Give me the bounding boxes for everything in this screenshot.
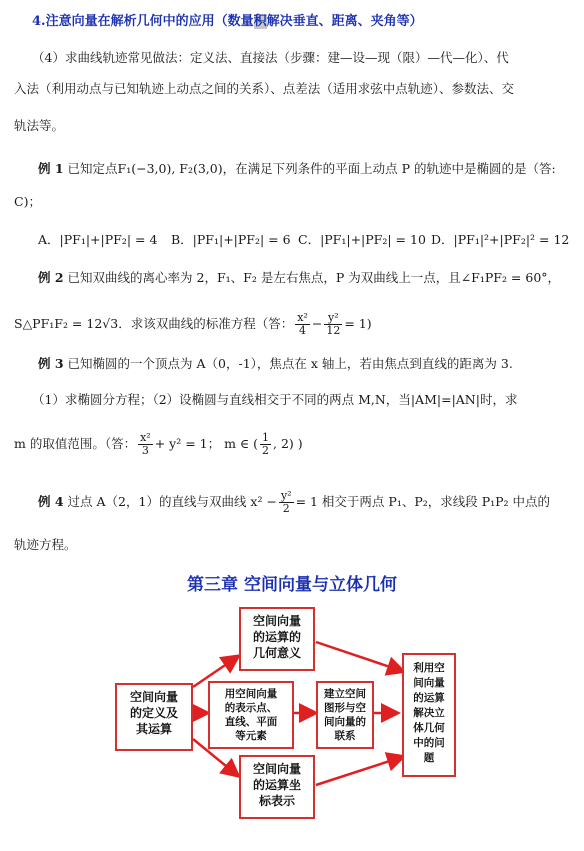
- para4-line3: 轨法等。: [14, 118, 65, 133]
- chapter-title: 第三章 空间向量与立体几何: [187, 575, 397, 595]
- option-a: A．|PF₁|+|PF₂| = 4: [38, 232, 158, 247]
- example-3-answer-mid: + y² = 1； m ∈ (: [154, 436, 258, 451]
- frac-x2-over-4: $\frac{\text{x²}}{4}$: [297, 311, 308, 337]
- option-c: C．|PF₁|+|PF₂| = 10: [298, 232, 426, 247]
- box-represent-elements: 用空间向量 的表示点、 直线、平面 等元素: [208, 681, 294, 749]
- box-geometric-meaning: 空间向量 的运算的 几何意义: [239, 607, 315, 671]
- box-establish-connection: 建立空间 图形与空 间向量的 联系: [316, 681, 374, 749]
- example-3-answer-end: , 2) ): [273, 436, 303, 451]
- example-4-label: 例 4: [38, 494, 64, 509]
- example-4-line2: 轨迹方程。: [14, 537, 77, 552]
- heading-prefix: 4.注意向量在解析几何中的应用（数量: [32, 14, 254, 29]
- example-2-area: S△PF₁F₂ = 12√3: [14, 316, 119, 331]
- example-1: [38, 161, 584, 177]
- arrow-coords-to-solve: [316, 757, 402, 785]
- example-3-text: 已知椭圆的一个顶点为 A（0，-1），焦点在 x 轴上，若由焦点到直线的距离为 3.: [67, 356, 513, 371]
- frac-y2-over-12: $\frac{\text{y²}}{12}$: [326, 311, 341, 337]
- frac-1-over-2: $\frac{1}{2}$: [262, 431, 269, 457]
- heading-suffix: 解决垂直、距离、夹角等）: [266, 14, 423, 29]
- example-3-line2: （1）求椭圆分方程；（2）设椭圆与直线相交于不同的两点 M,N，当|AM|=|AN|时，求: [32, 392, 518, 407]
- frac-x2-over-3: $\frac{\text{x²}}{3}$: [140, 431, 151, 457]
- example-4: [38, 488, 584, 516]
- example-1-answer: C)；: [14, 194, 41, 209]
- heading-highlight: 积: [253, 14, 267, 29]
- box-coordinate-representation: 空间向量 的运算坐 标表示: [239, 755, 315, 819]
- example-1-text: 已知定点F₁(−3,0), F₂(3,0)，在满足下列条件的平面上动点 P 的轨迹中是椭圆的是（答:: [67, 161, 556, 176]
- example-1-label: 例 1: [38, 161, 64, 176]
- example-3: [38, 356, 584, 372]
- example-4-text-pre: 过点 A（2，1）的直线与双曲线 x² −: [67, 494, 277, 509]
- example-2-line2: [14, 310, 570, 338]
- section-heading: [32, 14, 572, 30]
- concept-flow-diagram: [113, 605, 462, 841]
- example-3-label: 例 3: [38, 356, 64, 371]
- arrow-meaning-to-solve: [316, 642, 402, 671]
- para4-line2: 入法（利用动点与已知轨迹上动点之间的关系）、点差法（适用求弦中点轨迹）、参数法、交: [14, 81, 515, 96]
- example-2-text: 已知双曲线的离心率为 2，F₁、F₂ 是左右焦点，P 为双曲线上一点，且∠F₁PF₂ = 60°，: [67, 270, 561, 285]
- example-3-answer-pre: m 的取值范围。（答：: [14, 436, 137, 451]
- example-3-line3: [14, 430, 570, 458]
- example-4-text-post: = 1 相交于两点 P₁、P₂，求线段 P₁P₂ 中点的: [295, 494, 551, 509]
- box-vector-definition: 空间向量 的定义及 其运算: [115, 683, 193, 751]
- frac-y2-over-2: $\frac{\text{y²}}{2}$: [280, 489, 292, 515]
- para4-line1: （4）求曲线轨迹常见做法：定义法、直接法（步骤：建—设—现（限）—代—化）、代: [32, 50, 509, 65]
- option-d: D．|PF₁|²+|PF₂|² = 12: [431, 232, 570, 247]
- box-solve-problems: 利用空 间向量 的运算 解决立 体几何 中的问 题: [402, 653, 456, 777]
- option-b: B．|PF₁|+|PF₂| = 6: [171, 232, 291, 247]
- minus-sign: −: [311, 316, 323, 331]
- example-2-text2: ．求该双曲线的标准方程（答：: [118, 316, 294, 331]
- example-2: [38, 270, 584, 286]
- example-2-tail: = 1): [344, 316, 372, 331]
- example-2-label: 例 2: [38, 270, 64, 285]
